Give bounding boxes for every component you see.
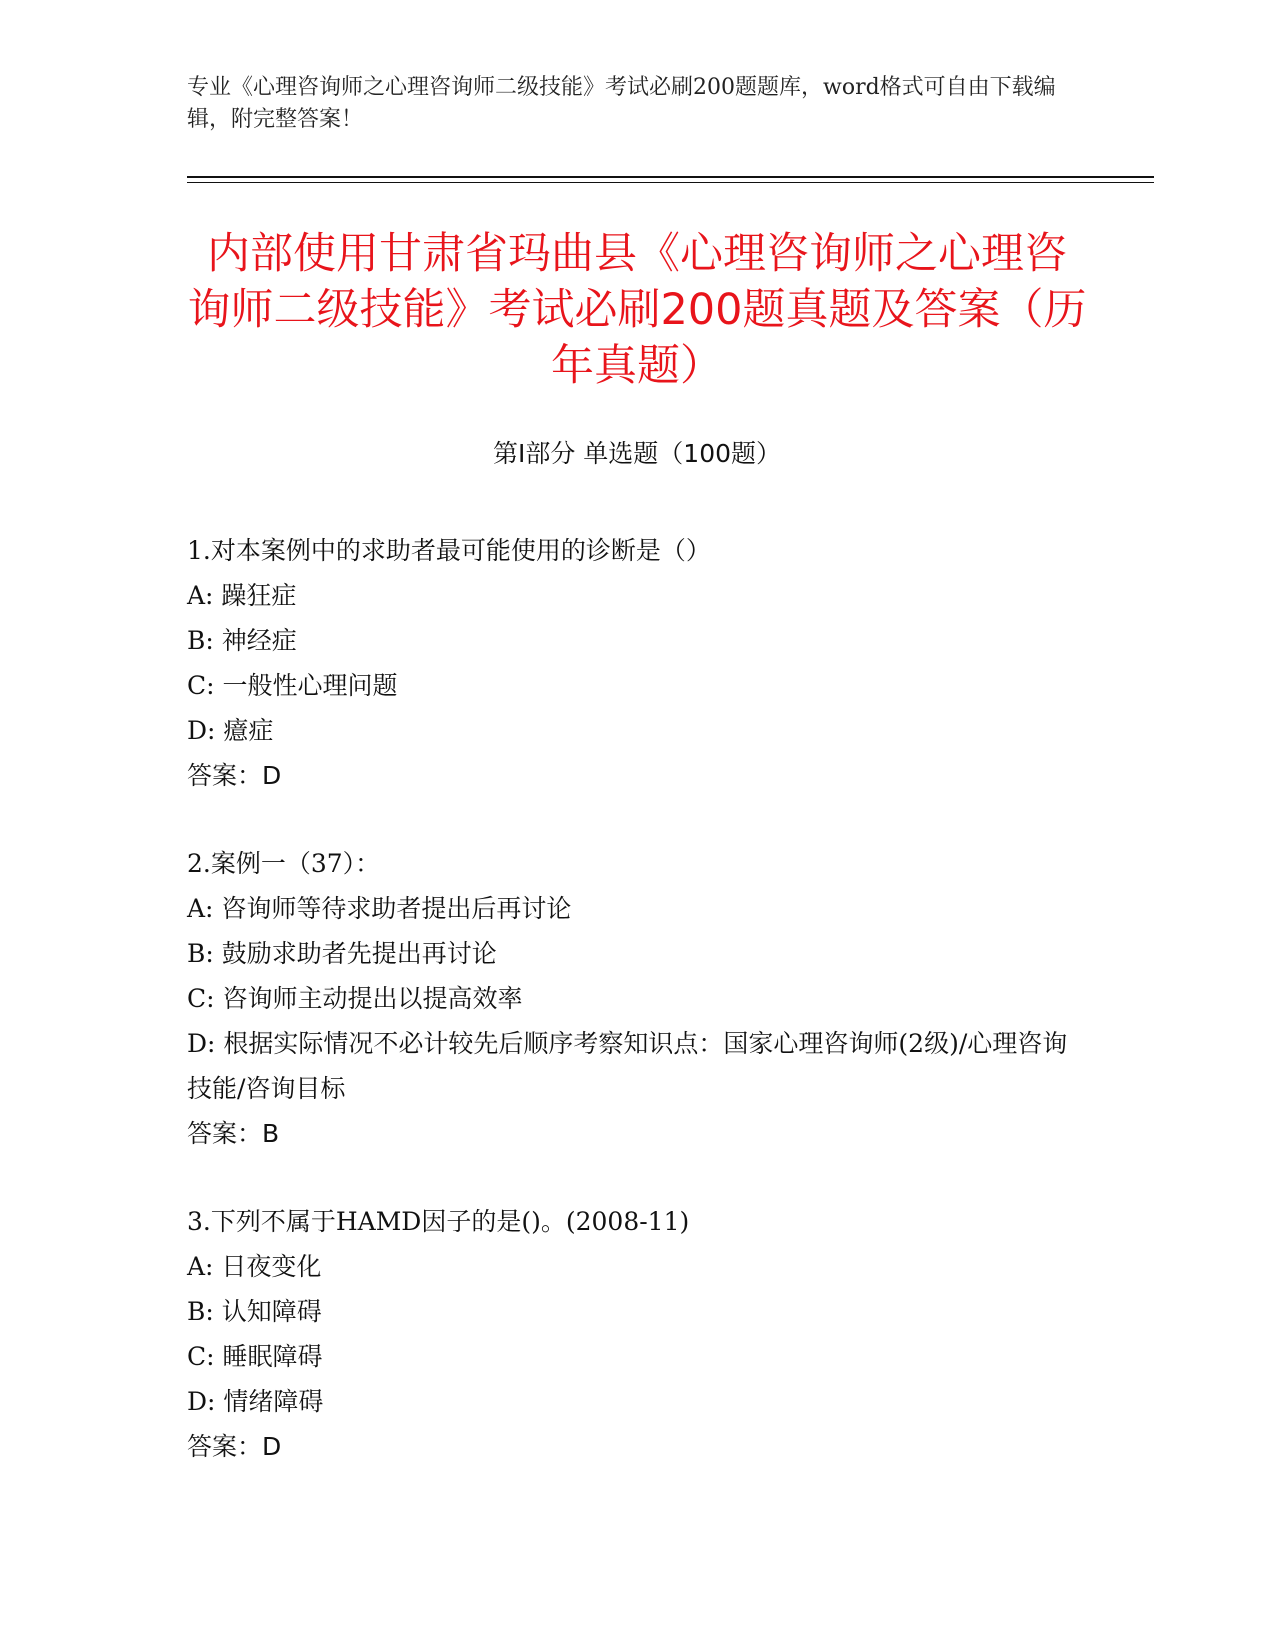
- option-c: C: 咨询师主动提出以提高效率: [187, 984, 523, 1013]
- question-stem: 3.下列不属于HAMD因子的是()。(2008-11): [187, 1207, 690, 1236]
- option-a: A: 躁狂症: [187, 581, 297, 610]
- header-note: 专业《心理咨询师之心理咨询师二级技能》考试必刷200题题库，word格式可自由下载编辑，附完整答案！: [187, 75, 1056, 132]
- question-3: [187, 1199, 1087, 1469]
- answer-line: 答案：D: [187, 761, 282, 790]
- question-list: [187, 528, 1087, 1512]
- question-1: [187, 528, 1087, 798]
- answer-line: 答案：D: [187, 1432, 282, 1461]
- question-2: [187, 841, 1087, 1156]
- option-b: B: 神经症: [187, 626, 297, 655]
- option-d: D: 根据实际情况不必计较先后顺序考察知识点：国家心理咨询师(2级)/心理咨询技能/咨询目标: [187, 1029, 1068, 1103]
- header-divider-thick: [187, 176, 1154, 178]
- answer-line: 答案：B: [187, 1119, 280, 1148]
- option-a: A: 日夜变化: [187, 1252, 322, 1281]
- section-heading: 第Ⅰ部分 单选题（100题）: [492, 439, 782, 468]
- option-d: D: 癔症: [187, 716, 274, 745]
- header-divider-thin: [187, 182, 1154, 183]
- document-title: 内部使用甘肃省玛曲县《心理咨询师之心理咨询师二级技能》考试必刷200题真题及答案（历年真题）: [187, 229, 1087, 391]
- option-d: D: 情绪障碍: [187, 1387, 324, 1416]
- option-c: C: 一般性心理问题: [187, 671, 398, 700]
- option-b: B: 鼓励求助者先提出再讨论: [187, 939, 497, 968]
- option-c: C: 睡眠障碍: [187, 1342, 323, 1371]
- question-stem: 1.对本案例中的求助者最可能使用的诊断是（）: [187, 536, 711, 565]
- option-a: A: 咨询师等待求助者提出后再讨论: [187, 894, 572, 923]
- question-stem: 2.案例一（37）：: [187, 849, 381, 878]
- option-b: B: 认知障碍: [187, 1297, 322, 1326]
